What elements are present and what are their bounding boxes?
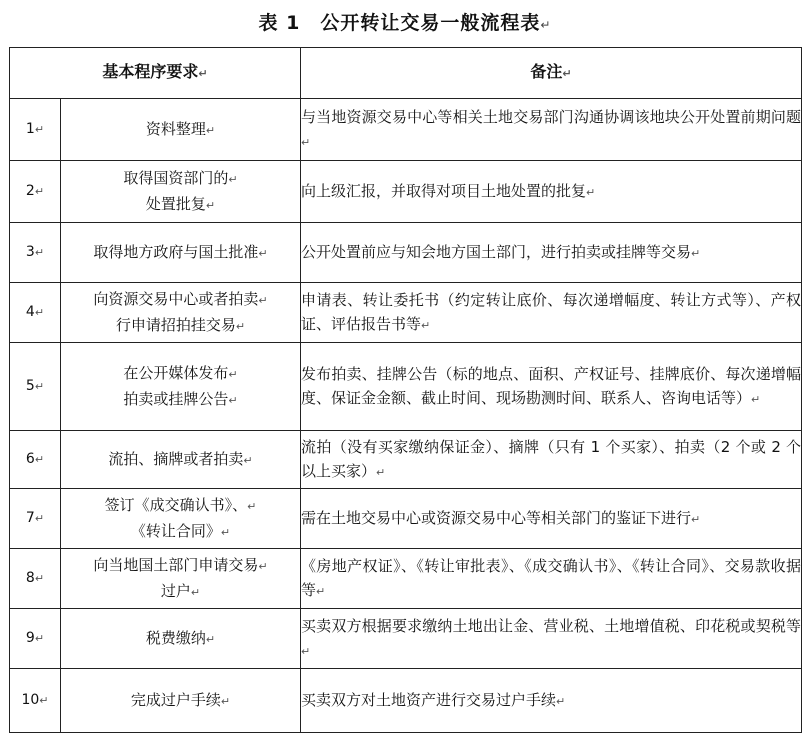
row-note: 《房地产权证》、《转让审批表》、《成交确认书》、《转让合同》、交易款收据等↵ — [301, 549, 802, 609]
step-line: 资料整理↵ — [145, 119, 216, 138]
row-step — [61, 161, 301, 223]
table-row — [10, 99, 802, 161]
row-note: 需在土地交易中心或资源交易中心等相关部门的鉴证下进行↵ — [301, 489, 802, 549]
header-step: 基本程序要求↵ — [10, 48, 301, 99]
row-note: 向上级汇报，并取得对项目土地处置的批复↵ — [301, 161, 802, 223]
row-number: 1↵ — [10, 99, 61, 161]
row-step — [61, 283, 301, 343]
row-number: 8↵ — [10, 549, 61, 609]
step-line: 在公开媒体发布↵ — [123, 363, 238, 382]
row-step — [61, 431, 301, 489]
step-line: 取得国资部门的↵ — [123, 168, 238, 187]
step-line: 向资源交易中心或者拍卖↵ — [93, 289, 268, 308]
step-line: 取得地方政府与国土批准↵ — [93, 242, 268, 261]
table-row — [10, 609, 802, 669]
row-step — [61, 489, 301, 549]
row-number: 7↵ — [10, 489, 61, 549]
process-table — [9, 47, 802, 733]
row-number: 9↵ — [10, 609, 61, 669]
row-note: 公开处置前应与知会地方国土部门，进行拍卖或挂牌等交易↵ — [301, 223, 802, 283]
row-number: 4↵ — [10, 283, 61, 343]
table-row — [10, 223, 802, 283]
step-line: 行申请招拍挂交易↵ — [115, 315, 246, 334]
step-line: 完成过户手续↵ — [130, 690, 231, 709]
table-row — [10, 549, 802, 609]
table-title-text: 表 1 公开转让交易一般流程表 — [258, 12, 541, 34]
paragraph-mark: ↵ — [540, 18, 552, 32]
row-number: 2↵ — [10, 161, 61, 223]
step-line: 签订《成交确认书》、↵ — [104, 495, 257, 514]
table-row — [10, 489, 802, 549]
row-step — [61, 549, 301, 609]
row-number: 3↵ — [10, 223, 61, 283]
table-title — [0, 10, 810, 38]
step-line: 拍卖或挂牌公告↵ — [123, 389, 238, 408]
step-line: 《转让合同》↵ — [130, 521, 231, 540]
row-number: 10↵ — [10, 669, 61, 733]
row-note: 买卖双方根据要求缴纳土地出让金、营业税、土地增值税、印花税或契税等↵ — [301, 609, 802, 669]
step-line: 处置批复↵ — [145, 194, 216, 213]
step-line: 流拍、摘牌或者拍卖↵ — [108, 449, 253, 468]
row-number: 6↵ — [10, 431, 61, 489]
step-line: 税费缴纳↵ — [145, 628, 216, 647]
row-number: 5↵ — [10, 343, 61, 431]
table-row — [10, 669, 802, 733]
table-row — [10, 161, 802, 223]
table-row — [10, 283, 802, 343]
row-step — [61, 99, 301, 161]
step-line: 过户↵ — [160, 581, 201, 600]
header-note: 备注↵ — [301, 48, 802, 99]
row-step — [61, 223, 301, 283]
row-note: 流拍（没有买家缴纳保证金）、摘牌（只有 1 个买家）、拍卖（2 个或 2 个以上买家）↵ — [301, 431, 802, 489]
header-row — [10, 48, 802, 99]
row-note: 发布拍卖、挂牌公告（标的地点、面积、产权证号、挂牌底价、每次递增幅度、保证金金额、截止时间、现场勘测时间、联系人、咨询电话等）↵ — [301, 343, 802, 431]
row-step — [61, 609, 301, 669]
row-note: 买卖双方对土地资产进行交易过户手续↵ — [301, 669, 802, 733]
row-note: 与当地资源交易中心等相关土地交易部门沟通协调该地块公开处置前期问题↵ — [301, 99, 802, 161]
step-line: 向当地国土部门申请交易↵ — [93, 555, 268, 574]
table-row — [10, 343, 802, 431]
table-row — [10, 431, 802, 489]
row-note: 申请表、转让委托书（约定转让底价、每次递增幅度、转让方式等）、产权证、评估报告书等↵ — [301, 283, 802, 343]
row-step — [61, 669, 301, 733]
row-step — [61, 343, 301, 431]
